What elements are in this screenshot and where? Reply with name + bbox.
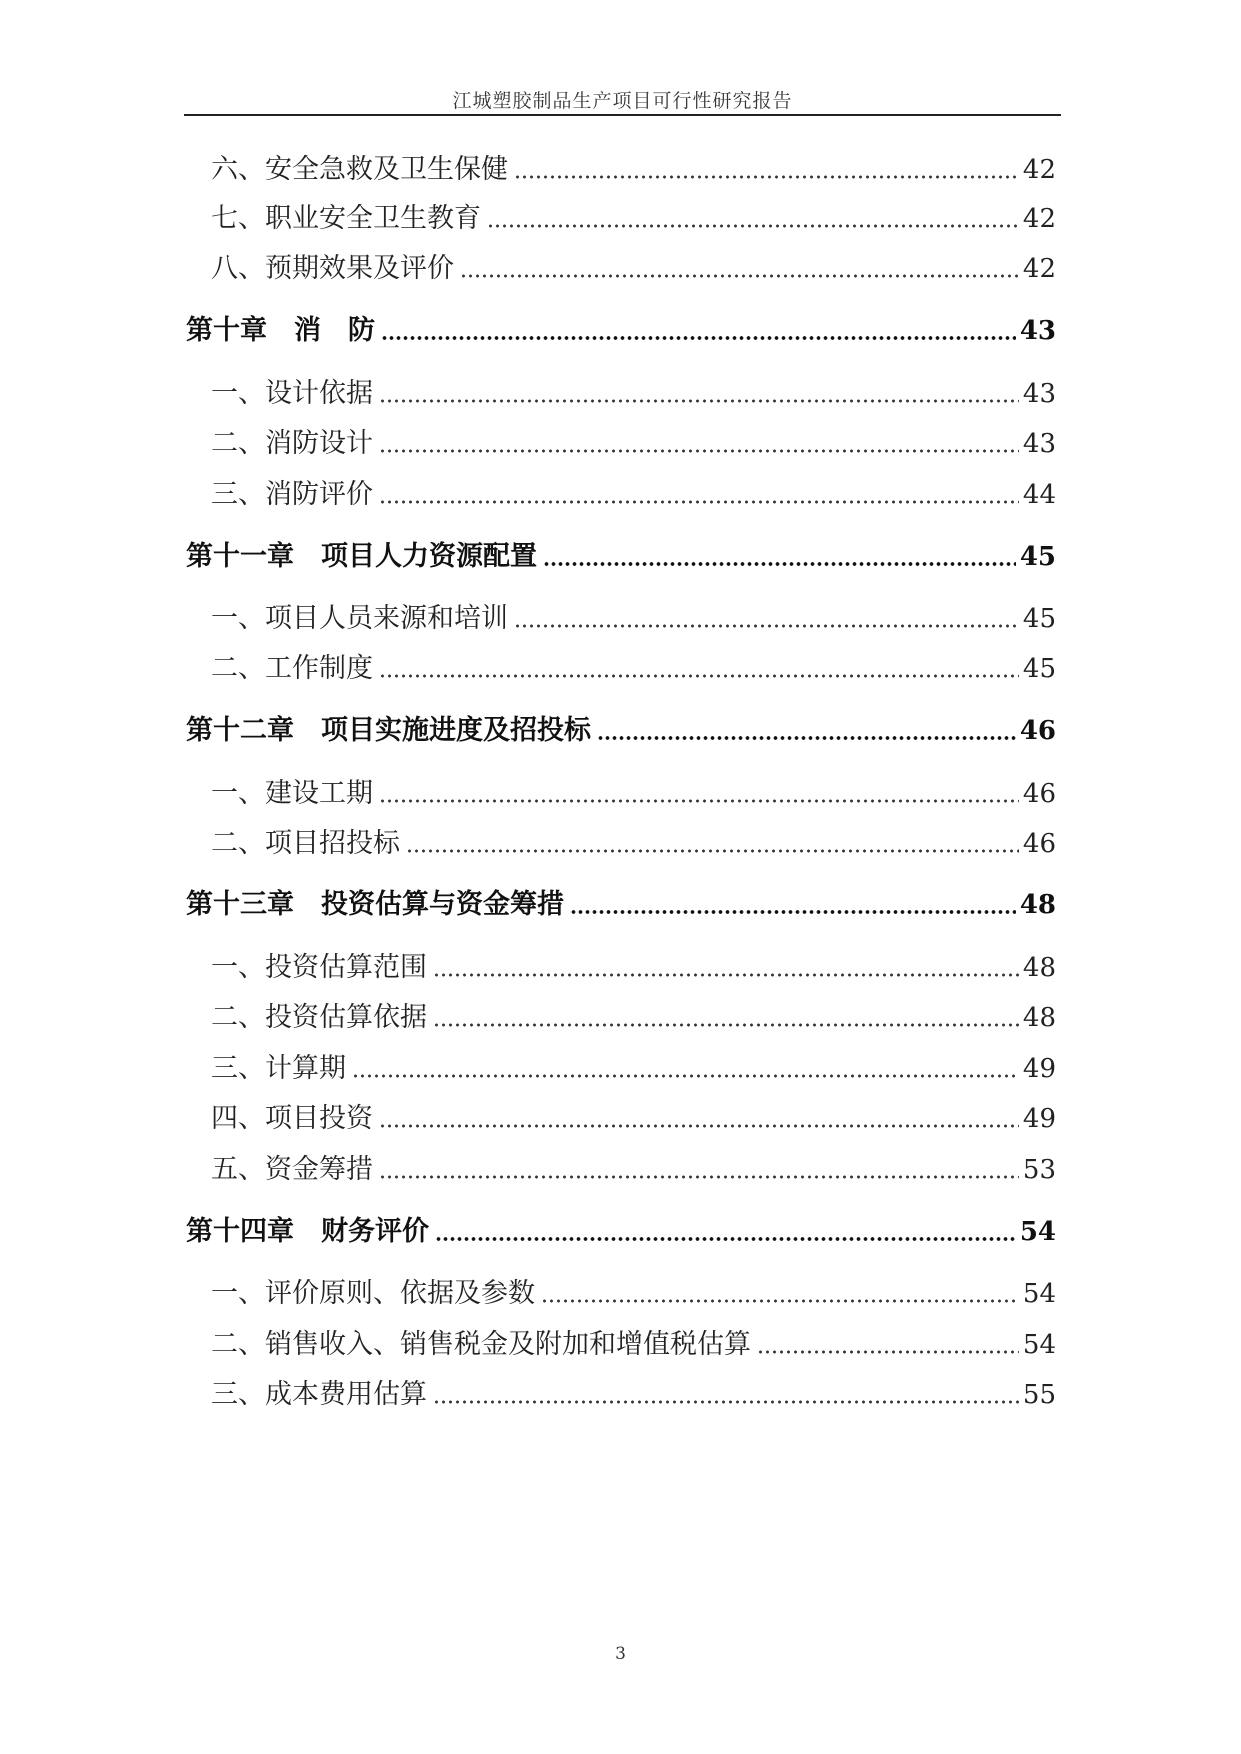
dot-leader: [352, 1074, 1019, 1078]
toc-entry-page: 42: [1022, 155, 1056, 185]
toc-entry-page: 46: [1022, 829, 1056, 859]
toc-chapter-page: 45: [1019, 542, 1056, 572]
toc-entry-page: 48: [1022, 953, 1056, 983]
toc-chapter-label: 第十四章 财务评价: [186, 1216, 429, 1247]
toc-entry-label: 五、资金筹措: [211, 1154, 373, 1185]
dot-leader: [381, 336, 1016, 340]
dot-leader: [433, 1023, 1019, 1027]
toc-entry-label: 一、项目人员来源和培训: [211, 603, 508, 634]
toc-entry-page: 53: [1022, 1155, 1056, 1185]
toc-entry[interactable]: [186, 647, 1056, 687]
toc-entry-label: 一、投资估算范围: [211, 952, 427, 983]
toc-entry-page: 45: [1022, 604, 1056, 634]
toc-entry[interactable]: [186, 422, 1056, 462]
toc-entry-label: 三、成本费用估算: [211, 1379, 427, 1410]
toc-chapter-page: 48: [1019, 890, 1056, 920]
toc-entry[interactable]: [186, 1323, 1056, 1363]
toc-entry[interactable]: [186, 597, 1056, 637]
toc-entry-page: 45: [1022, 654, 1056, 684]
dot-leader: [379, 674, 1019, 678]
toc-entry-page: 54: [1022, 1279, 1056, 1309]
toc-entry[interactable]: [186, 822, 1056, 862]
toc-entry[interactable]: [186, 197, 1056, 237]
dot-leader: [379, 1175, 1019, 1179]
toc-entry-label: 二、消防设计: [211, 428, 373, 459]
toc-entry-page: 43: [1022, 429, 1056, 459]
dot-leader: [543, 562, 1016, 566]
toc-chapter-label: 第十三章 投资估算与资金筹措: [186, 889, 564, 920]
toc-chapter-page: 46: [1019, 716, 1056, 746]
dot-leader: [379, 500, 1019, 504]
toc-chapter-label: 第十章 消 防: [186, 315, 375, 346]
toc-entry[interactable]: [186, 148, 1056, 188]
dot-leader: [570, 910, 1016, 914]
toc-entry-label: 二、销售收入、销售税金及附加和增值税估算: [211, 1329, 751, 1360]
running-header-title: 江城塑胶制品生产项目可行性研究报告: [452, 90, 793, 112]
toc-chapter-page: 54: [1019, 1217, 1056, 1247]
toc-entry-page: 46: [1022, 779, 1056, 809]
dot-leader: [757, 1350, 1019, 1354]
toc-entry-page: 49: [1022, 1054, 1056, 1084]
toc-entry-page: 54: [1022, 1330, 1056, 1360]
toc-chapter-entry[interactable]: [186, 709, 1056, 749]
toc-entry-page: 55: [1022, 1380, 1056, 1410]
toc-chapter-page: 43: [1019, 316, 1056, 346]
dot-leader: [379, 799, 1019, 803]
toc-entry[interactable]: [186, 247, 1056, 287]
dot-leader: [514, 175, 1019, 179]
toc-entry[interactable]: [186, 1097, 1056, 1137]
toc-entry[interactable]: [186, 1047, 1056, 1087]
dot-leader: [433, 1400, 1019, 1404]
toc-entry-page: 49: [1022, 1104, 1056, 1134]
toc-entry-label: 八、预期效果及评价: [211, 253, 454, 284]
toc-chapter-entry[interactable]: [186, 883, 1056, 923]
toc-entry-page: 48: [1022, 1003, 1056, 1033]
dot-leader: [406, 849, 1019, 853]
dot-leader: [379, 399, 1019, 403]
toc-entry-label: 七、职业安全卫生教育: [211, 203, 481, 234]
toc-entry-label: 六、安全急救及卫生保健: [211, 154, 508, 185]
dot-leader: [541, 1299, 1019, 1303]
dot-leader: [487, 224, 1019, 228]
toc-chapter-entry[interactable]: [186, 309, 1056, 349]
toc-chapter-label: 第十二章 项目实施进度及招投标: [186, 715, 591, 746]
dot-leader: [379, 449, 1019, 453]
toc-entry-label: 二、工作制度: [211, 653, 373, 684]
dot-leader: [435, 1237, 1016, 1241]
toc-chapter-entry[interactable]: [186, 535, 1056, 575]
toc-entry-label: 一、评价原则、依据及参数: [211, 1278, 535, 1309]
toc-entry[interactable]: [186, 1272, 1056, 1312]
toc-chapter-entry[interactable]: [186, 1210, 1056, 1250]
toc-entry[interactable]: [186, 1148, 1056, 1188]
toc-entry[interactable]: [186, 473, 1056, 513]
footer-page-number: 3: [615, 1644, 626, 1664]
toc-entry-label: 二、投资估算依据: [211, 1002, 427, 1033]
toc-entry[interactable]: [186, 946, 1056, 986]
toc-entry-label: 三、消防评价: [211, 479, 373, 510]
toc-entry-page: 42: [1022, 254, 1056, 284]
toc-entry-page: 44: [1022, 480, 1056, 510]
toc-chapter-label: 第十一章 项目人力资源配置: [186, 541, 537, 572]
dot-leader: [379, 1124, 1019, 1128]
toc-entry-page: 42: [1022, 204, 1056, 234]
header-divider: [184, 114, 1061, 116]
toc-entry-page: 43: [1022, 379, 1056, 409]
toc-entry-label: 一、建设工期: [211, 778, 373, 809]
toc-entry[interactable]: [186, 772, 1056, 812]
toc-entry[interactable]: [186, 1373, 1056, 1413]
toc-entry-label: 三、计算期: [211, 1053, 346, 1084]
dot-leader: [460, 274, 1019, 278]
toc-entry[interactable]: [186, 996, 1056, 1036]
toc-entry-label: 一、设计依据: [211, 378, 373, 409]
dot-leader: [514, 624, 1019, 628]
toc-entry[interactable]: [186, 372, 1056, 412]
toc-entry-label: 二、项目招投标: [211, 828, 400, 859]
dot-leader: [597, 736, 1016, 740]
toc-entry-label: 四、项目投资: [211, 1103, 373, 1134]
dot-leader: [433, 973, 1019, 977]
